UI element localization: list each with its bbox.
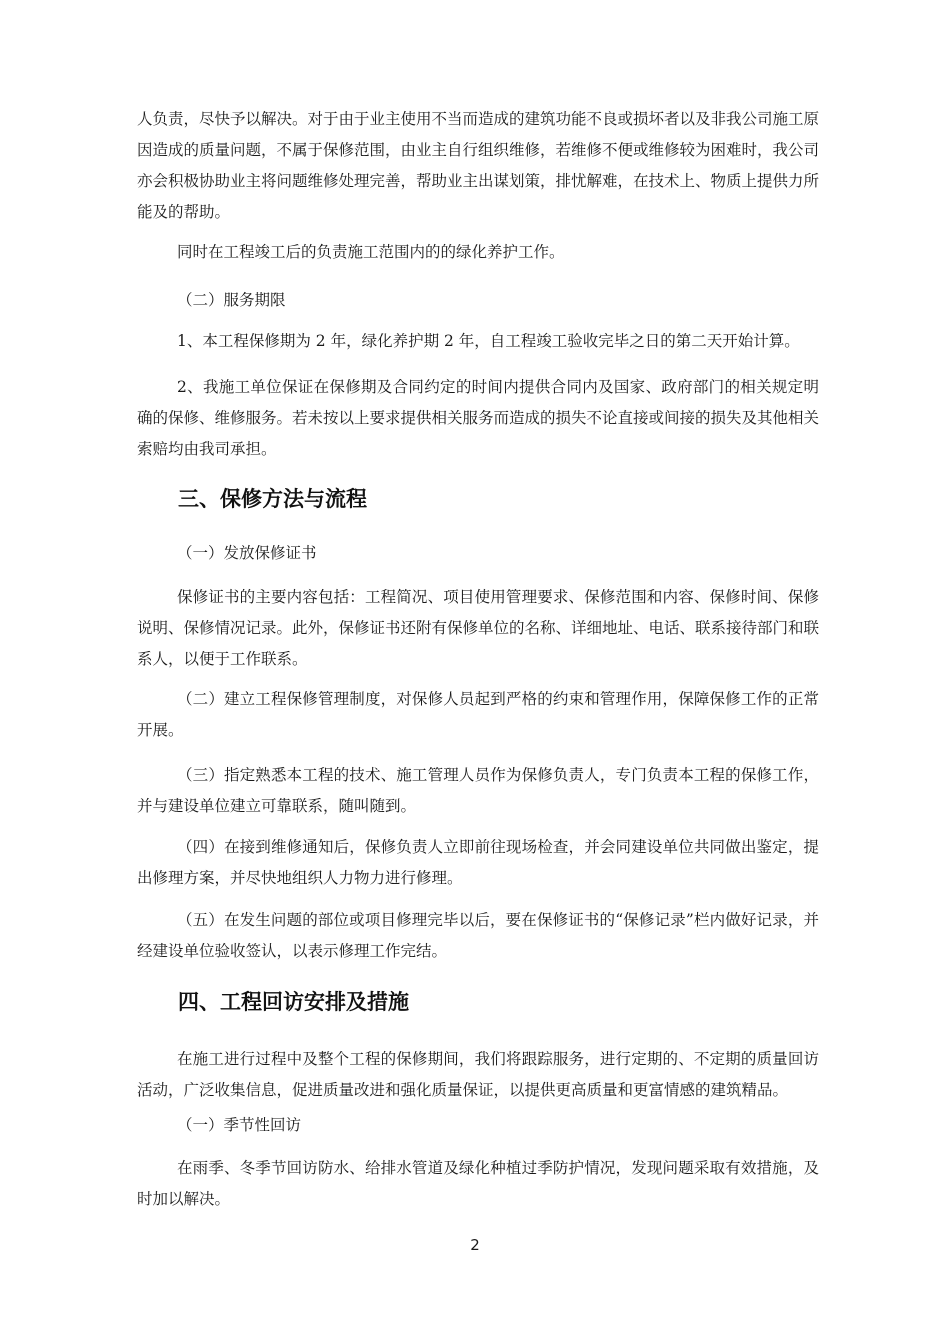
paragraph-warranty-period: 1、本工程保修期为 2 年，绿化养护期 2 年，自工程竣工验收完毕之日的第二天开始计算。 [177,332,800,350]
subheading-service-term: （二）服务期限 [177,291,286,309]
paragraph-service-guarantee: 2、我施工单位保证在保修期及合同约定的时间内提供合同内及国家、政府部门的相关规定明确的保修、维修服务。若未按以上要求提供相关服务而造成的损失不论直接或间接的损失及其他相关索赔均由我司承担。 [137,378,820,458]
paragraph-certificate-content: 保修证书的主要内容包括：工程简况、项目使用管理要求、保修范围和内容、保修时间、保修说明、保修情况记录。此外，保修证书还附有保修单位的名称、详细地址、电话、联系接待部门和联系人，以便于工作联系。 [137,588,820,668]
paragraph-management-system: （二）建立工程保修管理制度，对保修人员起到严格的约束和管理作用，保障保修工作的正常开展。 [137,690,819,739]
section-heading-warranty-process: 三、保修方法与流程 [178,487,367,511]
subheading-issue-certificate: （一）发放保修证书 [177,544,317,562]
paragraph-responsibility-continued: 人负责，尽快予以解决。对于由于业主使用不当而造成的建筑功能不良或损坏者以及非我公司施工原因造成的质量问题，不属于保修范围，由业主自行组织维修，若维修不便或维修较为困难时，我公司亦会积极协助业主将问题维修处理完善，帮助业主出谋划策，排忧解难，在技术上、物质上提供力所能及的帮助。 [137,110,820,221]
paragraph-greening-maintenance: 同时在工程竣工后的负责施工范围内的的绿化养护工作。 [177,243,565,261]
paragraph-seasonal-revisit: 在雨季、冬季节回访防水、给排水管道及绿化种植过季防护情况，发现问题采取有效措施，及时加以解决。 [137,1159,819,1208]
paragraph-warranty-lead: （三）指定熟悉本工程的技术、施工管理人员作为保修负责人，专门负责本工程的保修工作，并与建设单位建立可靠联系，随叫随到。 [137,766,819,815]
paragraph-repair-notice: （四）在接到维修通知后，保修负责人立即前往现场检查，并会同建设单位共同做出鉴定，提出修理方案，并尽快地组织人力物力进行修理。 [137,838,819,887]
section-heading-revisit-plan: 四、工程回访安排及措施 [178,990,409,1014]
subheading-seasonal-revisit: （一）季节性回访 [177,1116,302,1134]
paragraph-revisit-intro: 在施工进行过程中及整个工程的保修期间，我们将跟踪服务，进行定期的、不定期的质量回访活动，广泛收集信息，促进质量改进和强化质量保证，以提供更高质量和更富情感的建筑精品。 [137,1050,819,1099]
page-number: 2 [470,1236,480,1254]
paragraph-repair-record: （五）在发生问题的部位或项目修理完毕以后，要在保修证书的“保修记录”栏内做好记录，并经建设单位验收签认，以表示修理工作完结。 [137,911,819,960]
